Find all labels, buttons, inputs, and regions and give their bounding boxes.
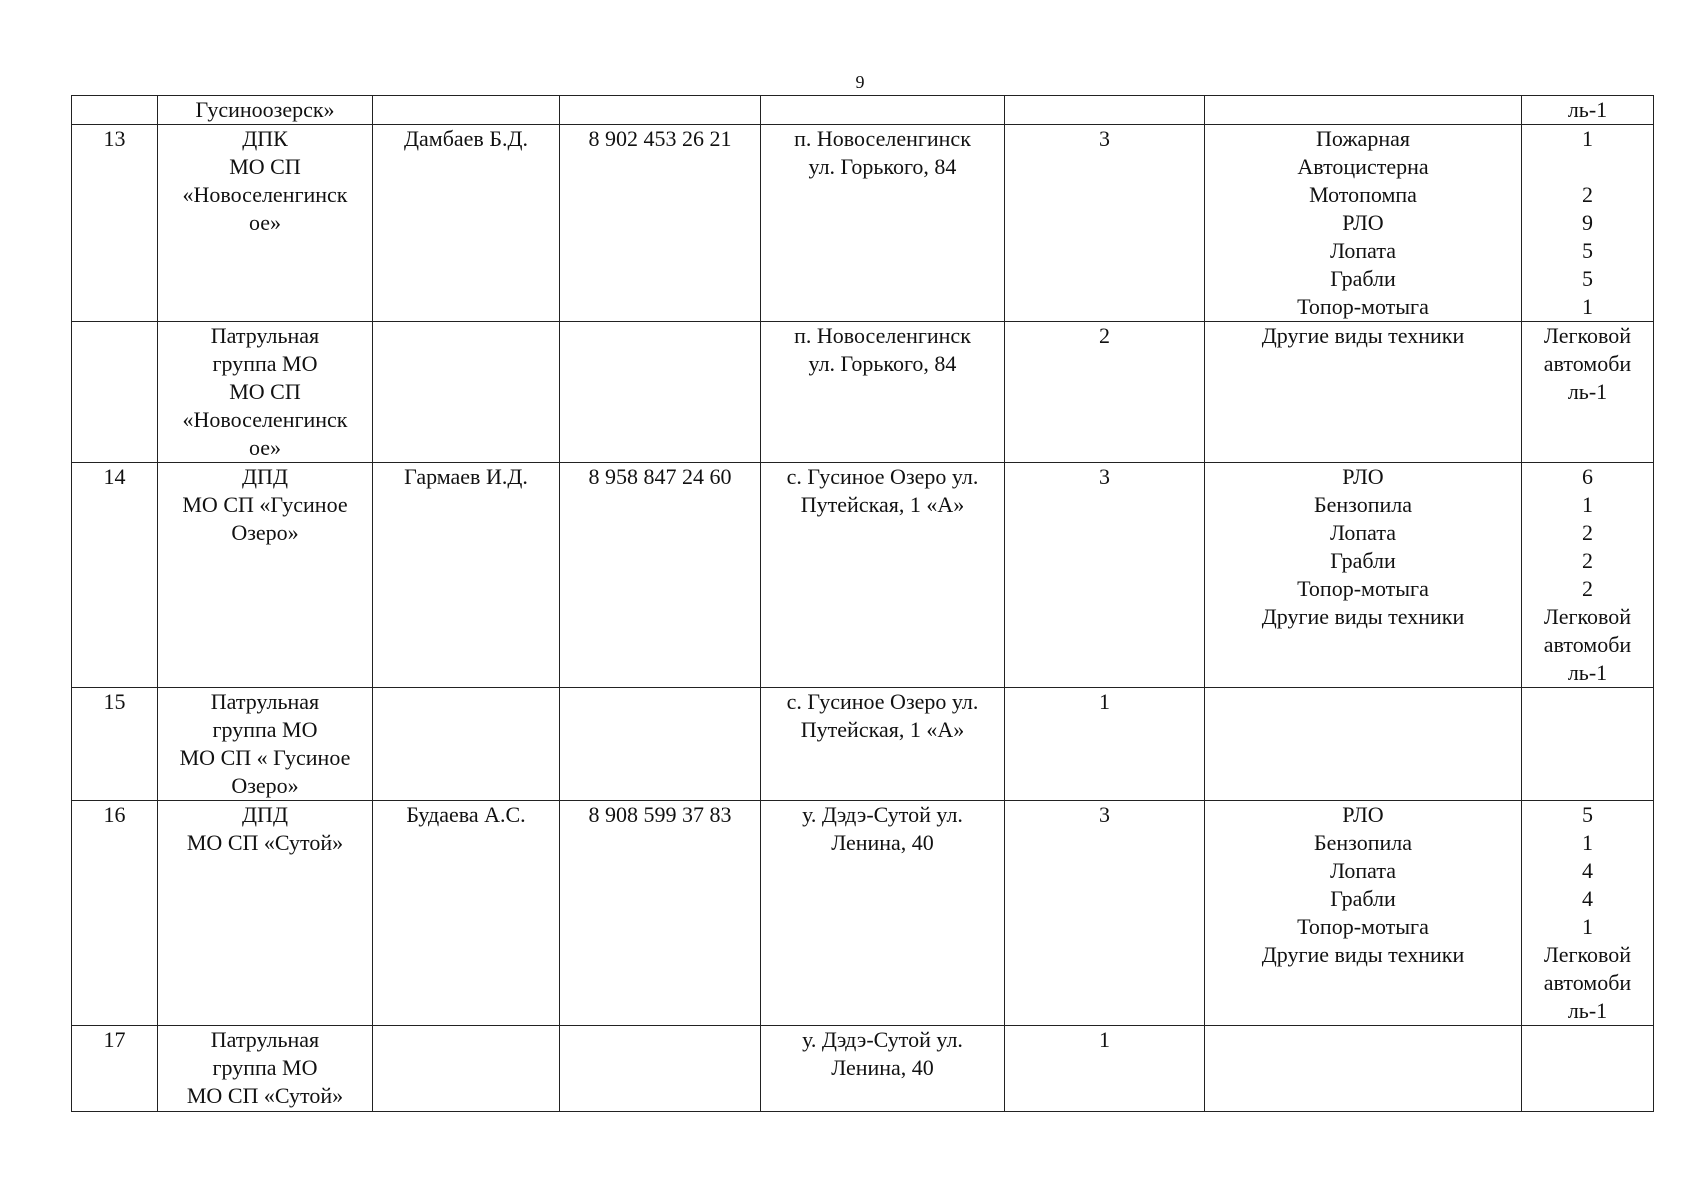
row-number <box>72 96 158 125</box>
address-line: Путейская, 1 «А» <box>800 717 965 742</box>
head-name: Дамбаев Б.Д. <box>373 125 560 322</box>
quantity-list-line: 5 <box>1582 802 1593 827</box>
phone-number: 8 958 847 24 60 <box>560 463 761 688</box>
unit-name-line: «Новоселенгинск <box>182 182 348 207</box>
address-line: ул. Горького, 84 <box>808 351 957 376</box>
quantity-list-line: 5 <box>1582 266 1593 291</box>
equipment-list-line: Другие виды техники <box>1261 604 1465 629</box>
head-name <box>373 688 560 801</box>
page-number: 9 <box>855 72 865 92</box>
head-name <box>373 1026 560 1112</box>
equipment-list-line: Другие виды техники <box>1261 942 1465 967</box>
quantity-list-line: 1 <box>1582 830 1593 855</box>
phone-number <box>560 688 761 801</box>
address-line: Путейская, 1 «А» <box>800 492 965 517</box>
unit-name-line: Патрульная <box>210 689 320 714</box>
quantity-list <box>1522 322 1654 463</box>
equipment-list <box>1205 688 1522 801</box>
address <box>761 688 1005 801</box>
quantity-list-line: 2 <box>1582 182 1593 207</box>
quantity-list-line: 2 <box>1582 520 1593 545</box>
quantity-list <box>1522 688 1654 801</box>
unit-name-line: Патрульная <box>210 323 320 348</box>
quantity-list-line: Легковой <box>1543 942 1632 967</box>
quantity-list <box>1522 463 1654 688</box>
unit-name-line: Патрульная <box>210 1027 320 1052</box>
quantity-list-line: 9 <box>1582 210 1593 235</box>
quantity-list <box>1522 801 1654 1026</box>
address <box>761 96 1005 125</box>
unit-name-line: ое» <box>248 435 282 460</box>
head-name <box>373 96 560 125</box>
equipment-list-line: Мотопомпа <box>1309 182 1417 207</box>
address <box>761 322 1005 463</box>
row-number: 14 <box>72 463 158 688</box>
unit-name-line: группа МО <box>212 717 318 742</box>
equipment-list-line: Грабли <box>1330 886 1396 911</box>
unit-name-line: МО СП <box>229 154 301 179</box>
phone-number <box>560 322 761 463</box>
unit-name-line: Озеро» <box>231 773 299 798</box>
unit-name-line: группа МО <box>212 351 318 376</box>
unit-name-line: ДПК <box>242 126 288 151</box>
phone-number: 8 902 453 26 21 <box>560 125 761 322</box>
head-name: Будаева А.С. <box>373 801 560 1026</box>
people-count: 3 <box>1005 801 1205 1026</box>
row-number: 15 <box>72 688 158 801</box>
unit-name <box>158 801 373 1026</box>
address <box>761 801 1005 1026</box>
address-line: п. Новоселенгинск <box>794 323 971 348</box>
people-count: 1 <box>1005 688 1205 801</box>
equipment-list-line: РЛО <box>1342 210 1384 235</box>
table-row <box>72 125 1654 322</box>
table-row <box>72 688 1654 801</box>
table-row <box>72 96 1654 125</box>
forces-table <box>71 95 1654 1112</box>
quantity-list-line: ль-1 <box>1567 379 1608 404</box>
equipment-list-line: Грабли <box>1330 548 1396 573</box>
quantity-list-line: 1 <box>1582 126 1593 151</box>
address-line: п. Новоселенгинск <box>794 126 971 151</box>
equipment-list-line: Автоцистерна <box>1297 154 1429 179</box>
unit-name <box>158 1026 373 1112</box>
equipment-list-line: Бензопила <box>1313 830 1413 855</box>
unit-name-line: МО СП « Гусиное <box>179 745 351 770</box>
address-line: с. Гусиное Озеро ул. <box>786 689 979 714</box>
unit-name-line: группа МО <box>212 1055 318 1080</box>
quantity-list-line: ль-1 <box>1567 97 1608 122</box>
equipment-list-line: Топор-мотыга <box>1297 294 1429 319</box>
quantity-list <box>1522 125 1654 322</box>
quantity-list-line: 4 <box>1582 886 1593 911</box>
equipment-list <box>1205 801 1522 1026</box>
unit-name-line: ое» <box>248 210 282 235</box>
quantity-list <box>1522 96 1654 125</box>
row-number: 16 <box>72 801 158 1026</box>
equipment-list-line: Лопата <box>1330 520 1396 545</box>
equipment-list <box>1205 1026 1522 1112</box>
equipment-list-line: Топор-мотыга <box>1297 914 1429 939</box>
people-count: 3 <box>1005 463 1205 688</box>
people-count <box>1005 96 1205 125</box>
phone-number <box>560 96 761 125</box>
equipment-list-line: Грабли <box>1330 266 1396 291</box>
unit-name-line: Гусиноозерск» <box>195 97 335 122</box>
quantity-list-line: 2 <box>1582 548 1593 573</box>
quantity-list-line: Легковой <box>1543 604 1632 629</box>
table-row <box>72 1026 1654 1112</box>
equipment-list-line: Топор-мотыга <box>1297 576 1429 601</box>
unit-name-line: МО СП «Гусиное <box>182 492 348 517</box>
quantity-list-line: 4 <box>1582 858 1593 883</box>
unit-name-line: ДПД <box>242 802 288 827</box>
equipment-list-line: Лопата <box>1330 238 1396 263</box>
quantity-list-line: 1 <box>1582 914 1593 939</box>
equipment-list <box>1205 322 1522 463</box>
address <box>761 125 1005 322</box>
row-number: 17 <box>72 1026 158 1112</box>
unit-name-line: «Новоселенгинск <box>182 407 348 432</box>
unit-name-line: Озеро» <box>231 520 299 545</box>
address-line: у. Дэдэ-Сутой ул. <box>802 802 963 827</box>
head-name: Гармаев И.Д. <box>373 463 560 688</box>
unit-name-line: МО СП «Сутой» <box>186 830 344 855</box>
phone-number <box>560 1026 761 1112</box>
table-row <box>72 322 1654 463</box>
address-line: Ленина, 40 <box>831 830 934 855</box>
quantity-list-line: ль-1 <box>1567 660 1608 685</box>
unit-name <box>158 322 373 463</box>
quantity-list-line: 1 <box>1582 294 1593 319</box>
address <box>761 1026 1005 1112</box>
quantity-list-line: 1 <box>1582 492 1593 517</box>
head-name <box>373 322 560 463</box>
unit-name <box>158 96 373 125</box>
unit-name <box>158 463 373 688</box>
quantity-list-line: Легковой <box>1543 323 1632 348</box>
unit-name <box>158 688 373 801</box>
table-row <box>72 463 1654 688</box>
row-number <box>72 322 158 463</box>
address <box>761 463 1005 688</box>
quantity-list-line: автомоби <box>1543 970 1632 995</box>
phone-number: 8 908 599 37 83 <box>560 801 761 1026</box>
row-number: 13 <box>72 125 158 322</box>
address-line: ул. Горького, 84 <box>808 154 957 179</box>
quantity-list-line: автомоби <box>1543 632 1632 657</box>
table-row <box>72 801 1654 1026</box>
quantity-list <box>1522 1026 1654 1112</box>
unit-name-line: МО СП «Сутой» <box>186 1083 344 1108</box>
people-count: 1 <box>1005 1026 1205 1112</box>
equipment-list-line: Другие виды техники <box>1261 323 1465 348</box>
address-line: с. Гусиное Озеро ул. <box>786 464 979 489</box>
quantity-list-line <box>1526 153 1649 181</box>
address-line: у. Дэдэ-Сутой ул. <box>802 1027 963 1052</box>
equipment-list-line: Пожарная <box>1316 126 1410 151</box>
quantity-list-line: 5 <box>1582 238 1593 263</box>
unit-name-line: ДПД <box>242 464 288 489</box>
equipment-list-line: Бензопила <box>1313 492 1413 517</box>
equipment-list-line: РЛО <box>1342 802 1384 827</box>
unit-name-line: МО СП <box>229 379 301 404</box>
equipment-list-line: Лопата <box>1330 858 1396 883</box>
equipment-list <box>1205 125 1522 322</box>
quantity-list-line: 6 <box>1582 464 1593 489</box>
quantity-list-line: ль-1 <box>1567 998 1608 1023</box>
address-line <box>765 96 1000 124</box>
quantity-list-line: 2 <box>1582 576 1593 601</box>
equipment-list <box>1205 463 1522 688</box>
people-count: 2 <box>1005 322 1205 463</box>
address-line: Ленина, 40 <box>831 1055 934 1080</box>
quantity-list-line: автомоби <box>1543 351 1632 376</box>
equipment-list <box>1205 96 1522 125</box>
equipment-list-line: РЛО <box>1342 464 1384 489</box>
people-count: 3 <box>1005 125 1205 322</box>
unit-name <box>158 125 373 322</box>
